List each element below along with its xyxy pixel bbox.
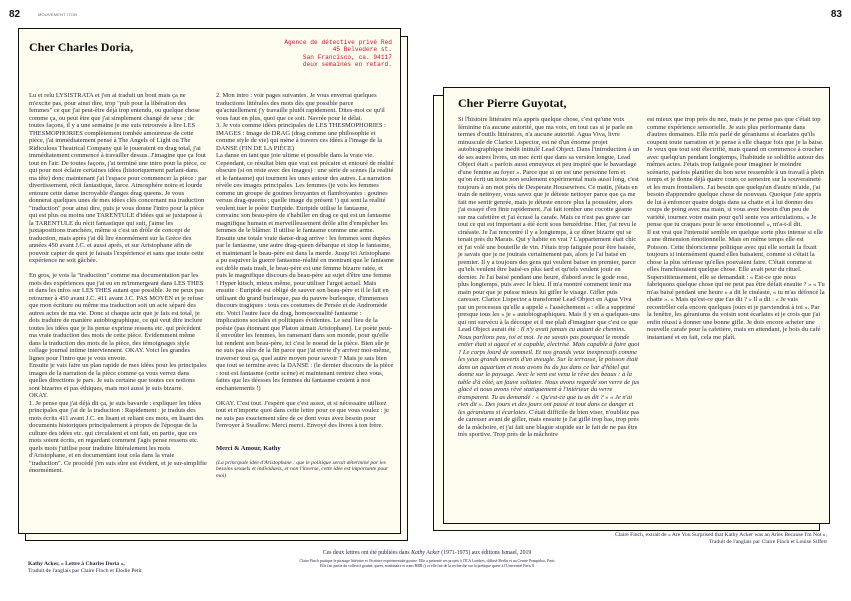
paragraph-text: Si l'histoire littéraire m'a appris quelque chose, c'est qu'une voix féminine n'a aucune autorité, que ma voix, en tout cas si je parle en termes d'outils littéraires, n'a aucune autorité. Agua Viva, livre minuscule de Clarice Lispector, est né d'un énorme projet autobiographique inédit intitulé Lead Object. Dans l'introduction à un de ses autres livres, un mec écrit que dans sa version longue, Lead Object était « parfois aussi ennuyeux et peu inspiré que le bavardage d'une femme au foyer ». Parce que si on est une personne fem et qu'on écrit un texte non seulement expérimental mais aussi long, c'est toujours à un mot près de Desperate Housewives. Ce matin, j'étais en train de nettoyer, vous savez que je déteste nettoyer parce que ça me fait me sentir genrée, mais je déteste encore plus la poussière, alors j'ai essayé d'en finir rapidement. J'ai fait tomber une cocotte géante sur ma cafetière et j'ai écrasé la carafe. Mais ce n'est pas grave car tout ce qui est important a été écrit sous benzédrine. Hier, j'ai revu le cinéaste. Je l'ai rencontré il y a longtemps, à ce dîner bizarre qui se tenait près du Marais. Qui y habite en vrai ? L'appartement était chic et j'ai volé une bouteille de vin. J'étais trop fatiguée pour être baisée, je savais que je ne jouirais certainement pas, alors je l'ai baisé en premier. Il y a toujours des gens qui veulent baiser en premier, parce qu'iels veulent être baisé-es plus tard et qu'iels veulent jouir en dernier. Je l'ai baisé pendant une heure, d'abord avec le gode rose, plus longtemps, puis avec le bleu. Il m'a montré comment tenir ma main pour que je puisse mieux lui gifler le visage. Gifler puis caresser. Clarice Lispector a transformé Lead Object en Agua Viva par un processus qu'elle a appelé « l'assèchement » : elle a supprimé presque tous les « je » autobiographiques. Mais il y en a quelques-uns qui ont survécu à la découpe et il me plaît d'imaginer que c'est ce que Lead Object aurait été : — [458, 116, 640, 333]
paragraph: 1. Je pense que j'ai déjà dit ça, je suis bavarde : expliquer les idées principales que j'ai de la traduction : Rapidement : je traduis des mots écrits 411 avant J.C. en lisant et reliant ces mots, en lisant des documents historiques principalement à propos de l'époque de la culture des idées etc. qui circulaient et ont fait, en partie, que ces mots soient écrits, en regardant comment j'agis pense ressens etc. quels mots j'utilise pour traduire littéralement les mots d'Aristophane, et en documentant tout cela dans la vraie "traduction". Ce procédé j'en suis sûre est évident, et je sur-simplifie énormément. — [29, 399, 207, 474]
address-line: Agence de détective privé Red — [284, 39, 392, 46]
caption-translators: Traduit de l'anglais par Claire Finch et Louise Siffert — [708, 539, 827, 545]
letter-column-1 — [458, 116, 640, 439]
signature: Merci & Amour, Kathy — [216, 444, 281, 452]
detective-address — [284, 39, 392, 69]
author-bio — [200, 559, 655, 569]
letter-column-2 — [216, 92, 394, 487]
paragraph: OKAY. — [29, 392, 48, 399]
letter-card-guyotat — [443, 87, 830, 524]
paragraph: Il est vrai que l'intensité semble en quelque sorte plus intense si elle a une dimension émotionnelle. Mais en même temps elle est Poisson. Cette théoricienne politique avec qui elle sortait la fixait toujours si intensément quand elles baisaient, comme si c'était la chose la plus sérieuse qu'elles pouvaient faire. C'était comme si elles franchissaient quelque chose. Elle avait peur du rituel. Superstitieusement, elle se demandait : « Est-ce que nous fabriquons quelque chose qui ne peut pas être défait ensuite ? » « Tu m'as baisé pendant une heure » a dit le cinéaste, « tu m'as défoncé la chatte ». « Mais qu'est-ce que t'as dit ? » Il a dit : « Je vais recontrôler cela encore quelques jours et je parviendrai à toi ». Par la fenêtre, les géraniums du voisin sont écarlates et je crois que j'ai enfin réussi à donner une bonne gifle. Je dois encore acheter une nouvelle carafe pour la cafetière, mais en attendant, je bois du café instantané et en fait, cela me plaît. — [647, 228, 825, 341]
postscript: (La principale idée d'Aristophane : que le politique serait déterminé par les besoins sexuels et individuels, et non l'inverse, cette idée est importante pour moi) — [216, 459, 389, 479]
paragraph — [458, 116, 640, 439]
letter-card-doria — [18, 28, 401, 534]
address-line: deux semaines en retard. — [302, 61, 392, 69]
bio-line: Elle fait partie du collectif gouine, queer, nonbinaire et trans RRR () et elle fait de la recherche sur la poétique queer à l'Université Paris 8. — [320, 564, 535, 568]
letter-column-2 — [647, 116, 825, 341]
address-line: 45 Belvedere st. — [332, 46, 392, 54]
running-head: MOUVEMENT ITOB — [38, 12, 78, 17]
greeting-guyotat: Cher Pierre Guyotat, — [458, 96, 567, 110]
caption-translators: Traduit de l'anglais par Claire Finch et Elodie Petit — [28, 568, 142, 574]
paragraph-text: C'était difficile de bien viser, n'oubliez pas de caresser avant de gifler, mais ensuite je l'ai giflé trop bas, trop près de la mâchoire, et j'ai fait une blague stupide sur le fait de ne pas être très sportive. Trop près de la mâchoire — [458, 408, 640, 438]
caption-right — [615, 532, 827, 546]
italic-passage: Il n'y avait jamais eu autant de chemins. Nous parlions peu, toi et moi. Je ne savais pas pourquoi le monde entier était si agacé et si capable, électrisé. Mais capable à faire quoi ? Le corps lourd de sommeil. Et nos grands yeux inexpressifs comme les yeux grands ouverts d'un aveugle. Sur la terrasse, le poisson était dans un aquarium et nous avons bu du jus dans ce bar d'hôtel qui donne sur le paysage. Avec le vent est venu le rêve des beaux : à la table d'à côté, un fauve solitaire. Nous avons regardé son verre de jus glacé et nous avons rêvé statiquement à l'intérieur du verre transparent. Tu as demandé : « Qu'est-ce que tu as dit ? » « Je n'ai rien dit ». Des jours et des jours ont passé et tout dans ce danger et les géraniums si écarlates. — [458, 326, 640, 416]
paragraph: La danse en tant que joie ultime et possible dans la vraie vie. Cependant, ce résultat bien que vrai est précaire et entouré de réalité obscure (si on reste avec des images) : une série de scènes (la réalité et le fantasme) qui tournent les unes autour des autres. La narration révèle ces images principales. Les femmes (je vois les femmes comme un groupe de gouines bruyantes et flamboyantes : gouines versus drag-queens ; quelle image du présent !) qui sont la réalité veulent tuer le poète Euripide. Euripide utilise le fantasme, convainc son beau-père de s'habiller en drag ce qui est un fantasme magnifique humain et merveilleusement drôle afin d'empêcher les femmes de le blâmer. Il utilise le fantasme comme une arme. Ensuite une totale vraie danse-drag arrive : les femmes sont dupées par le fantasme, une autre drag-queen débarque et stop le fantasme, et maintenant le beau-père est dans la merde. Jusqu'ici Aristophane a pu esquiver la guerre fantasme-réalité en montrant que le fantasme est drôle mais trash, le beau-père est une femme bizarre ratée, et puis le magnifique discours du beau-père au sujet d'être une femme ! Hyper kitsch, mieux même, pour utiliser l'argot actuel. Mais ensuite : Euripide est obligé de sauver son beau-père et il le fait en utilisant du grand burlesque, pas du pauvre burlesque, d'immenses discours tragiques : tous ces costumes de Persée et de Andromède etc. Voici l'autre face du drag, homosexualité fantasme : implications sociales et politiques évidentes. Le seul lieu de la poésie (pas étonnant que Platon aimait Aristophane). Le poète peut-il envoûter les femmes, les ramenant dans son monde, pour qu'elle lui rendent son beau-père, ici c'est le noeud de la pièce. Bien sûr je ne suis pas sûre de la fin parce que j'ai envie d'y arriver moi-même, traverser tout ça, quel autre moyen pour savoir ? Mais je sais bien que tout se termine avec la DANSE : (le dernier discours de la pièce : tout est fantasme (cette scène) et maintenant rentrez chez vous, faites que les déesses les femmes du fantasme croient à nos enchantements !) — [216, 152, 394, 392]
letter-column-1 — [29, 92, 207, 475]
paragraph: Lu et relu LYSISTRATA et j'en ai traduit un bout mais ça ne m'excite pas, pour ainsi dire, trop "pub pour la libération des femmes" ce que j'ai peut-être déjà trop entendu, ou quelque chose comme ça, ou peut être que j'ai simplement changé de sexe ; de toutes façons, il y a une semaine je me suis retrouvée à lire LES THESMOPHORIES complètement tombée amoureuse de cette pièce, j'ai immédiatement pensé à The Angels of Light ou The Ridiculous Theatrical Company qui le joueraient en drag total, j'ai immédiatement commencé à travailler dessus. J'imagine que ça fout tout en l'air. De toutes façons, j'ai terminé une intro pour la pièce, ce qui pour moi éclaire certaines idées (historiquement parlant-dans ma tête) donc maintenant j'ai l'espace pour commencer la pièce : par divertissement, récit fantastique, farce. Atmosphère noire et lourde entoure cette danse incroyable d'anges drag queens. Je vous donnerai quelques unes de mes idées clés concernant ma traduction "traduction" pour ainsi dire, puis je vous donne l'intro pour la pièce qui est plus ou moins une TARENTULE d'idées qui se juxtapose à la TARENTULE du récit fantastique qui suit, j'aime les juxtapositions tranchées, même si c'est un drôle de concept de traduction, mais après j'ai dû lire énormément sur la Grèce des années 450 avant J.C. et aussi après, et sur Aristophane afin de pouvoir capter de quoi je faisais l'expérience et sans que toute cette expérience ne soit gâchée. — [29, 92, 207, 264]
caption-title: Claire Finch, extrait de « Are You Surprised that Kathy Acker was an Aries Because I'm Not », — [615, 532, 827, 538]
caption-title: Kathy Acker, « Lettre à Charles Doria », — [28, 561, 125, 567]
paragraph: est mieux que trop près du nez, mais je ne pense pas que c'était top comme expérience sensorielle. Je suis plus performante dans d'autres domaines. Elle m'a parlé de géraniums si écarlates qu'ils coupent toute narration et je pense à elle chaque fois que je la baise. Je veux que tout soit électrifié, mais quand on commence à coucher avec quelqu'un pendant longtemps, l'habitude se solidifie autour des mêmes actes. J'étais trop fatiguée pour imaginer le moindre scénario, parfois planifier du bon sexe ressemble à un travail à plein temps et je donne déjà quatre cours ce semestre sur la souveraineté et les murs frontaliers. J'ai besoin que quelqu'un d'autre m'aide, j'ai besoin d'apprendre quelque chose de nouveau. Quoique j'aie appris de lui à enfoncer quatre doigts dans sa chatte et à lui donner des coups de poing avec ma main, si vous avez besoin d'un peu de variété, tournez votre main pour qu'il sente vos articulations. « Je pense que tu craques pour le sexe émotionnel », m'a-t-il dit. — [647, 116, 824, 228]
paragraph: OKAY. C'est tout. J'espère que c'est assez, et si nécessaire utilisez tout et n'importe quoi dans cette lettre pour ce que vous voulez : je ne suis pas exactement sûre de ce dont vous avez besoin pour l'envoyer à Swallow. Merci merci. Envoyé des livres à ton frère. — [216, 399, 389, 429]
paragraph: En gros, je vois la "traduction" comme ma documentation par les mots des expériences que j'ai eu en m'immergeant dans LES THES et dans les infos sur LES THES autant que possible. Je ne peux pas retourner à 450 avant J.C. 411 avant J.C. PAS MOYEN et je refuse que mon écriture ou même ma traduction soit un acte séparé des autres actes de ma vie. Donc si chaque acte que je fais est total, je dois traduire de manière autobiographique, ce qui veut dire inclure toutes les idées que je lis pense exprime ressens etc. qui précèdent ma vraie traduction des mots de cette pièce. Évidemment même dans la traduction des mots de la pièce, des témoignages style collage journal intime interviennent. OKAY. Voici les grandes lignes pour l'intro que je vous envoie. — [29, 272, 204, 362]
pub-book-title: Kathy Acker — [411, 550, 440, 556]
bio-line: Claire Finch pratique le piratage littéraire et l'écriture expérimentale gouine. Elle a présenté ses projets à l'ICA Londres, diffusé Berlin et au Centre Pompidou, Paris. — [299, 559, 556, 563]
greeting-doria: Cher Charles Doria, — [29, 40, 134, 54]
caption-left — [28, 561, 142, 575]
address-line: San Francisco, ca. 94117 — [302, 53, 392, 61]
pub-text: Ces deux lettres ont été publiées dans — [322, 550, 412, 556]
page-number-left: 82 — [9, 9, 21, 20]
paragraph: 2. Mon intro : voir pages suivantes. Je vous enverrai quelques traductions littérales des mots dès que possible parce qu'actuellement j'y travaille plutôt rapidement. Dites-moi ce qu'il vous faut en plus, quoi que ce soit. Navrée pour le délai. — [216, 92, 385, 122]
page-number-right: 83 — [830, 9, 842, 20]
paragraph: 3. Je vois comme idées principales de LES THESMOPHORIES : IMAGES : Image de DRAG (drag comme une philosophie et comme style de vie) qui mène à travers ces idées à l'image de la DANSE (FIN DE LA PIÈCE) — [216, 122, 386, 152]
pub-text: (1971-1975) aux éditions Ismael, 2019 — [439, 550, 532, 556]
paragraph: Ensuite je vais faire un plan rapide de mes idées pour les principales images de la narration de la pièce comme ça vous verrez dans quelles directions je pars. Je suis certaine que toutes ces notions sont bizarres et pas éthiques, mais moi aussi je suis bizarre. — [29, 362, 207, 392]
publication-note — [212, 550, 642, 556]
